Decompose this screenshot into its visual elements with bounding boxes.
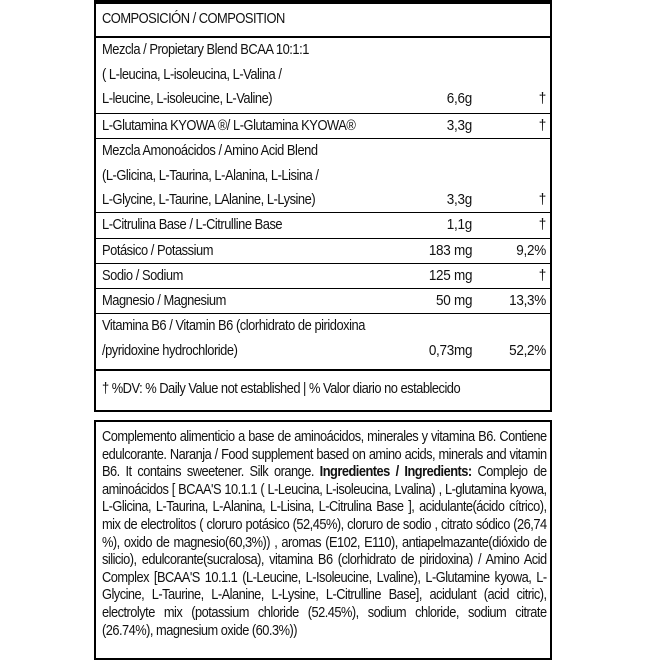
ingredients-box [94,420,552,660]
table-row [96,114,550,139]
nutrient-daily-value: 9,2% [516,242,546,259]
nutrient-amount: 6,6g [446,90,472,108]
table-row [96,213,550,239]
nutrient-amount: 0,73mg [428,341,472,359]
nutrient-amount: 3,3g [446,191,472,209]
nutrient-name-line: L-leucine, L-isoleucine, L-Valine) [102,90,273,108]
nutrient-name-line: Sodio / Sodium [102,267,183,284]
nutrient-name-line: Mezcla Amonoácidos / Amino Acid Blend [102,142,318,159]
table-row [96,239,550,264]
nutrient-daily-value: † [538,90,546,108]
table-row [96,38,550,114]
nutrient-name-line: ( L-leucina, L-isoleucina, L-Valina / [102,65,282,83]
nutrient-name-line: /pyridoxine hydrochloride) [102,341,238,359]
table-header: COMPOSICIÓN / COMPOSITION [102,10,285,27]
footer-divider [96,369,550,371]
nutrient-name-line: L-Glycine, L-Taurine, LAlanine, L-Lysine) [102,191,316,209]
nutrient-daily-value: 13,3% [509,292,546,309]
nutrient-amount: 50 mg [435,292,472,309]
nutrient-daily-value: † [538,267,546,284]
nutrient-name-line: Vitamina B6 / Vitamin B6 (clorhidrato de piridoxina [102,317,365,334]
nutrient-daily-value: 52,2% [509,341,546,359]
nutrient-name-line: Magnesio / Magnesium [102,292,226,309]
nutrient-name-line: Mezcla / Propietary Blend BCAA 10:1:1 [102,41,309,58]
table-row [96,289,550,314]
nutrient-amount: 1,1g [446,216,472,233]
table-row [96,139,550,213]
nutrient-amount: 3,3g [446,117,472,134]
ingredients-list: Complejo de aminoácidos [ BCAA'S 10.1.1 ( L-Leucina, L-isoleucina, Lvalina) , L-glutamina kyowa, L-Glicina, L-Taurina, L-Alanina, L-Lisina, L-Citrulina Base ], acidulante(ácido cítrico), mix de electrolitos ( cloruro potásico (52,45%), cloruro de sodio , citrato sódico (26,74 %), oxido de magnesio(60,3%)) , aromas (E102, E110), antiapelmazante(dióxido de silicio), edulcorante(sucralosa), vitamina B6 (clorhidrato de piridoxina) / Amino Acid Complex [BCAA'S 10.1.1 (L-Leucine, L-Isoleucine, Lvaline), L-Glutamine kyowa, L-Glycine, L-Taurine, L-Alanine, L-Lysine, L-Citrulline Base], acidulant (acid citric), electrolyte mix (potassium chloride (52.45%), sodium chloride, sodium citrate (26.74%), magnesium oxide (60.3%)) [102,463,547,639]
nutrient-name-line: Potásico / Potassium [102,242,213,259]
nutrient-name-line: L-Citrulina Base / L-Citrulline Base [102,216,283,233]
ingredients-label: Ingredientes / Ingredients: [319,463,472,481]
product-description: Complemento alimenticio a base de aminoácidos, minerales y vitamina B6. Contiene edulcorante. Naranja / Food supplement based on amino acids, minerals and vitamin B6. It contains sweetener. Silk orange. [102,428,547,481]
nutrient-name-line: (L-Glicina, L-Taurina, L-Alanina, L-Lisina / [102,166,319,184]
table-row [96,314,550,369]
top-thick-rule [96,0,550,4]
nutrient-amount: 125 mg [428,267,472,284]
nutrient-daily-value: † [538,216,546,233]
nutrient-daily-value: † [538,117,546,134]
nutrient-name-line: L-Glutamina KYOWA ®/ L-Glutamina KYOWA® [102,117,356,134]
nutrient-daily-value: † [538,191,546,209]
composition-table [94,0,552,412]
table-row [96,264,550,289]
nutrient-amount: 183 mg [428,242,472,259]
table-footnote: † %DV: % Daily Value not established | % Valor diario no establecido [102,380,461,397]
ingredients-text [102,428,547,639]
